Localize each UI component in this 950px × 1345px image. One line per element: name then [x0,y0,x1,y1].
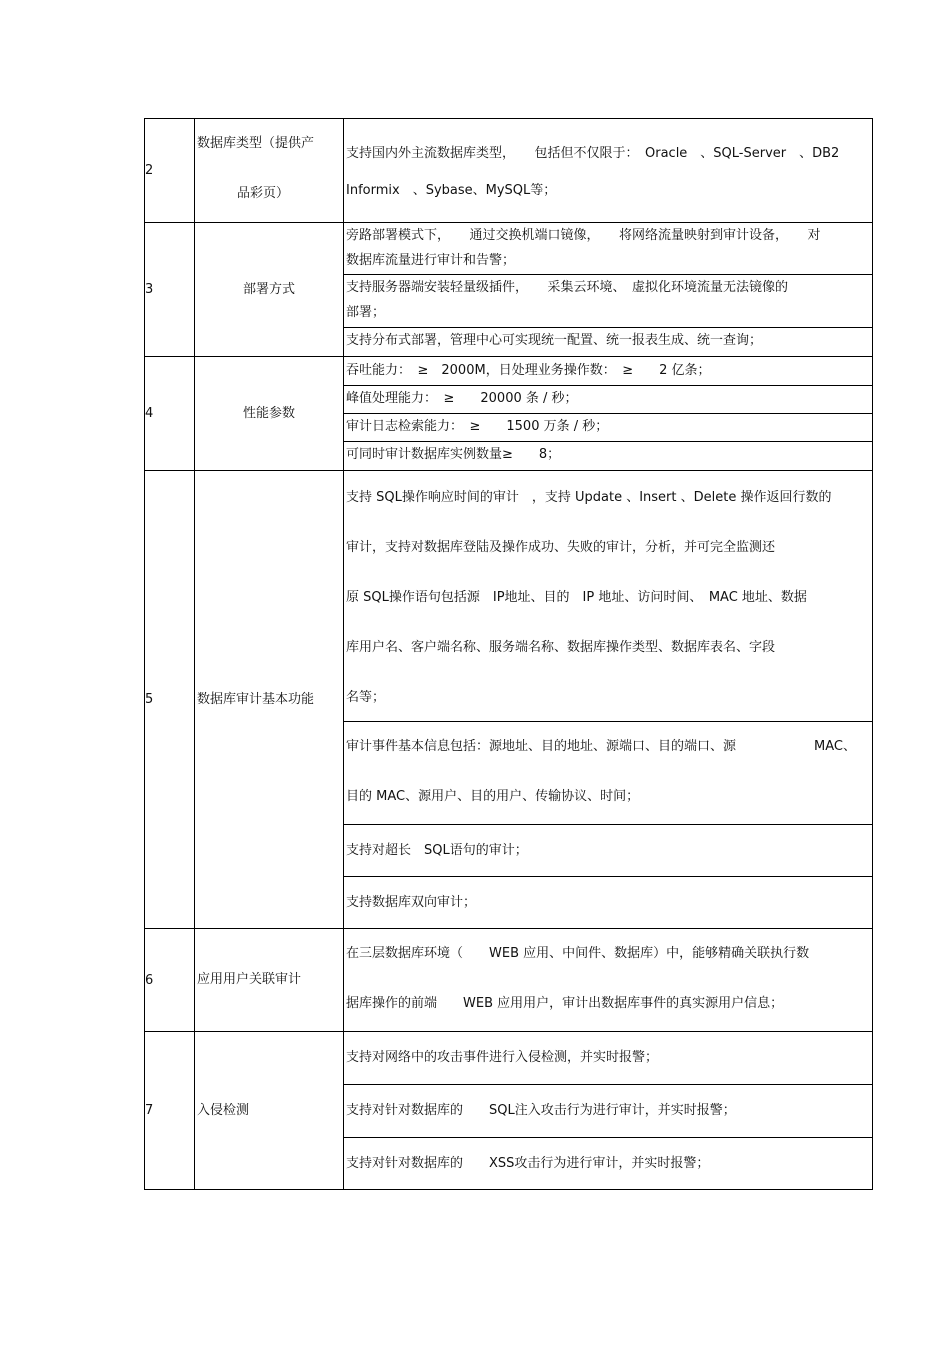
list-item [344,328,872,356]
item-text: 支持对针对数据库的 XSS攻击行为进行审计，并实时报警； [346,1156,710,1171]
list-item [344,1032,872,1085]
row-name-line: 品彩页） [237,186,290,201]
item-text: 原 SQL操作语句包括源 IP地址、目的 IP 地址、访问时间、 MAC 地址、数据 [346,590,807,605]
requirements-table [144,118,873,1190]
row-items [344,357,872,470]
list-item [344,825,872,877]
table-row [145,119,872,223]
item-text: 数据库流量进行审计和告警； [346,253,516,268]
item-text: 旁路部署模式下， 通过交换机端口镜像， 将网络流量映射到审计设备， 对 [346,228,821,243]
list-item [344,275,872,328]
row-number: 4 [145,357,195,470]
row-name-line: 数据库类型（提供产 [197,136,315,151]
list-item [344,357,872,386]
item-text: 部署； [346,305,386,320]
table-row [145,223,872,357]
list-item [344,929,872,1031]
row-name: 部署方式 [195,223,344,356]
row-number: 6 [145,929,195,1031]
table-row [145,471,872,929]
row-name: 应用用户关联审计 [195,929,344,1031]
list-item [344,722,872,825]
list-item [344,877,872,929]
row-items [344,1032,872,1189]
list-item [344,471,872,722]
item-text: 支持分布式部署，管理中心可实现统一配置、统一报表生成、统一查询； [346,333,763,348]
item-text: 审计事件基本信息包括：源地址、目的地址、源端口、目的端口、源 MAC、 [346,739,856,754]
list-item [344,386,872,414]
row-name: 数据库审计基本功能 [195,471,344,928]
row-number: 2 [145,119,195,222]
row-items [344,471,872,928]
table-row [145,357,872,471]
item-text: 支持对网络中的攻击事件进行入侵检测，并实时报警； [346,1050,659,1065]
item-text: 峰值处理能力： ≥ 20000 条 / 秒； [346,391,578,406]
item-text: 支持对超长 SQL语句的审计； [346,843,528,858]
table-row [145,1032,872,1189]
row-number: 5 [145,471,195,928]
list-item [344,442,872,470]
item-text: 支持服务器端安装轻量级插件， 采集云环境、 虚拟化环境流量无法镜像的 [346,280,789,295]
row-name [195,119,344,222]
item-text: Informix 、Sybase、MySQL等； [346,183,557,198]
item-text: 审计日志检索能力： ≥ 1500 万条 / 秒； [346,419,609,434]
list-item [344,223,872,275]
list-item [344,1085,872,1138]
item-text: 支持国内外主流数据库类型， 包括但不仅限于： Oracle 、SQL-Server 、DB2 [346,146,840,161]
item-text: 名等； [346,690,386,705]
item-text: 可同时审计数据库实例数量≥ 8； [346,447,561,462]
item-text: 支持对针对数据库的 SQL注入攻击行为进行审计，并实时报警； [346,1103,736,1118]
item-text: 库用户名、客户端名称、服务端名称、数据库操作类型、数据库表名、字段 [346,640,776,655]
item-text: 支持数据库双向审计； [346,895,477,910]
row-items [344,119,872,222]
row-items [344,929,872,1031]
list-item [344,414,872,442]
list-item [344,119,872,222]
item-text: 据库操作的前端 WEB 应用用户，审计出数据库事件的真实源用户信息； [346,996,784,1011]
item-text: 吞吐能力： ≥ 2000M，日处理业务操作数： ≥ 2 亿条； [346,363,711,378]
item-text: 在三层数据库环境（ WEB 应用、中间件、数据库）中，能够精确关联执行数 [346,946,810,961]
item-text: 目的 MAC、源用户、目的用户、传输协议、时间； [346,789,640,804]
table-row [145,929,872,1032]
item-text: 审计，支持对数据库登陆及操作成功、失败的审计，分析，并可完全监测还 [346,540,776,555]
row-items [344,223,872,356]
row-number: 7 [145,1032,195,1189]
row-number: 3 [145,223,195,356]
item-text: 支持 SQL操作响应时间的审计 ，支持 Update 、Insert 、Delete 操作返回行数的 [346,490,832,505]
row-name: 入侵检测 [195,1032,344,1189]
list-item [344,1138,872,1189]
row-name: 性能参数 [195,357,344,470]
